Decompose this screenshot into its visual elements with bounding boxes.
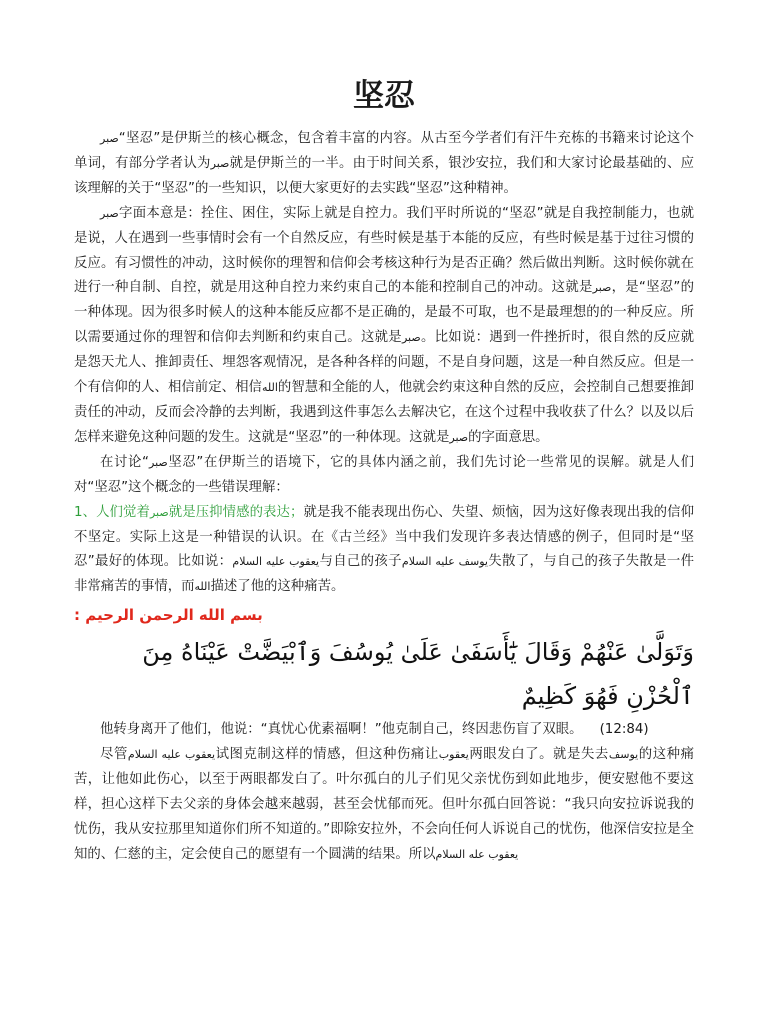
highlight-heading: 1、人们觉着: [74, 504, 150, 520]
text-run: 在讨论“: [100, 454, 149, 470]
text-run: ，是“坚忍”的一种体现。因为很多时候人的这种本能反应都不是正确的，是最不可取，也不是最理想的的一种反应。所以需要通过你的理智和信仰去判断和约束自己。这就是: [74, 280, 695, 346]
text-run: 。比如说：遇到一件挫折时，很自然的反应就是怨天尤人、推卸责任、埋怨客观情况，是各种各样的问题，不是自身问题，这是一种自然反应。但是一个有信仰的人、相信前定、相信: [74, 330, 695, 396]
arabic-term: صبر: [149, 505, 169, 519]
arabic-term: يوسف: [608, 748, 639, 762]
text-run: 描述了他的这种痛苦。: [210, 579, 345, 595]
text-run: 就是伊斯兰的一半。由于时间关系，银沙安拉，我们和大家讨论最基础的、应该理解的关于“坚忍”的一些知识，以便大家更好的去实践“坚忍”这种精神。: [74, 155, 695, 196]
paragraph-translation: [74, 718, 694, 743]
text-run: 的智慧和全能的人，他就会约束这种自然的反应，会控制自己想要推卸责任的冲动，反而会冷静的去判断，我遇到这件事怎么去解决它，在这个过程中我收获了什么？以及以后怎样来避免这种问题的发生。这就是“坚忍”的一种体现。这就是: [74, 380, 695, 445]
text-run: 的这种痛苦，让他如此伤心，以至于两眼都发白了。叶尔孤白的儿子们见父亲忧伤到如此地步，便安慰他不要这样，担心这样下去父亲的身体会越来越弱，甚至会忧郁而死。但叶尔孤白回答说：“我只向安拉诉说我的忧伤，我从安拉那里知道你们所不知道的。”即除安拉外，不会向任何人诉说自己的忧伤，他深信安拉是全知的、仁慈的主，定会使自己的愿望有一个圆满的结果。所以: [74, 747, 695, 862]
arabic-term: يعقوب: [438, 748, 469, 762]
paragraph-misconception-1: [74, 501, 694, 601]
text-run: 尽管: [100, 747, 128, 763]
arabic-term: الله: [194, 580, 211, 594]
verse-reference: (12:84): [599, 722, 649, 738]
arabic-term: يعقوب عليه السلام: [232, 555, 320, 569]
arabic-term: صبر: [401, 331, 421, 345]
arabic-term: يعقوب عله السلام: [435, 847, 519, 861]
page-title: 坚忍: [353, 78, 415, 114]
text-run: 两眼发白了。就是失去: [468, 747, 609, 763]
text-run: 他转身离开了他们，他说：“真忧心优素福啊！”他克制自己，终因悲伤盲了双眼。: [100, 722, 583, 738]
text-run: 试图克制这样的情感，但这种伤痛让: [215, 747, 439, 763]
quran-verse: وَتَوَلَّىٰ عَنْهُمْ وَقَالَ يَٰٓأَسَفَىٰ عَلَىٰ يُوسُفَ وَٱبْيَضَّتْ عَيْنَاهُ مِنَ ٱلْحُزْنِ فَهُوَ كَظِيمٌ: [142, 638, 694, 711]
basmala-heading: بسم الله الرحمن الرحيم :: [74, 606, 263, 625]
paragraph-meaning: [74, 202, 694, 451]
text-run: 坚忍”在伊斯兰的语境下，它的具体内涵之前，我们先讨论一些常见的误解。就是人们对“坚忍”这个概念的一些错误理解：: [74, 454, 695, 495]
text-run: 就是我不能表现出伤心、失望、烦恼，因为这好像表现出我的信仰不坚定。实际上这是一种错误的认识。在《古兰经》当中我们发现许多表达情感的例子，但同时是“坚忍”最好的体现。比如说：: [74, 504, 695, 570]
text-run: 与自己的孩子: [319, 554, 402, 570]
paragraph-misconceptions: [74, 451, 694, 501]
paragraph-intro: [74, 127, 694, 202]
arabic-term: صبر: [100, 132, 119, 145]
text-run: “坚忍”是伊斯兰的核心概念，包含着丰富的内容。从古至今学者们有汗牛充栋的书籍来讨论这个单词，有部分学者认为: [74, 131, 694, 171]
arabic-term: يوسف عليه السلام: [401, 555, 488, 569]
arabic-term: صبر: [449, 430, 469, 444]
arabic-term: صبر: [100, 206, 119, 220]
document-body: [74, 127, 694, 868]
highlight-heading: 就是压抑情感的表达；: [168, 504, 304, 520]
paragraph-yaqub: [74, 743, 694, 868]
arabic-term: صبر: [210, 156, 230, 170]
arabic-term: صبر: [592, 281, 612, 295]
arabic-term: الله: [261, 381, 278, 395]
text-run: 字面本意是：拴住、困住，实际上就是自控力。我们平时所说的“坚忍”就是自我控制能力，也就是说，人在遇到一些事情时会有一个自然反应，有些时候是基于本能的反应，有些时候是基于过往习惯的反应。有习惯性的冲动，这时候你的理智和信仰会考核这种行为是否正确？然后做出判断。这时候你就在进行一种自制、自控，就是用这种自控力来约束自己的本能和控制自己的冲动。这就是: [74, 205, 694, 296]
arabic-term: صبر: [149, 455, 168, 469]
text-run: 失散了，与自己的孩子失散是一件非常痛苦的事情，而: [74, 554, 695, 595]
text-run: 的字面意思。: [468, 429, 549, 445]
arabic-term: يعقوب عليه السلام: [127, 748, 216, 762]
